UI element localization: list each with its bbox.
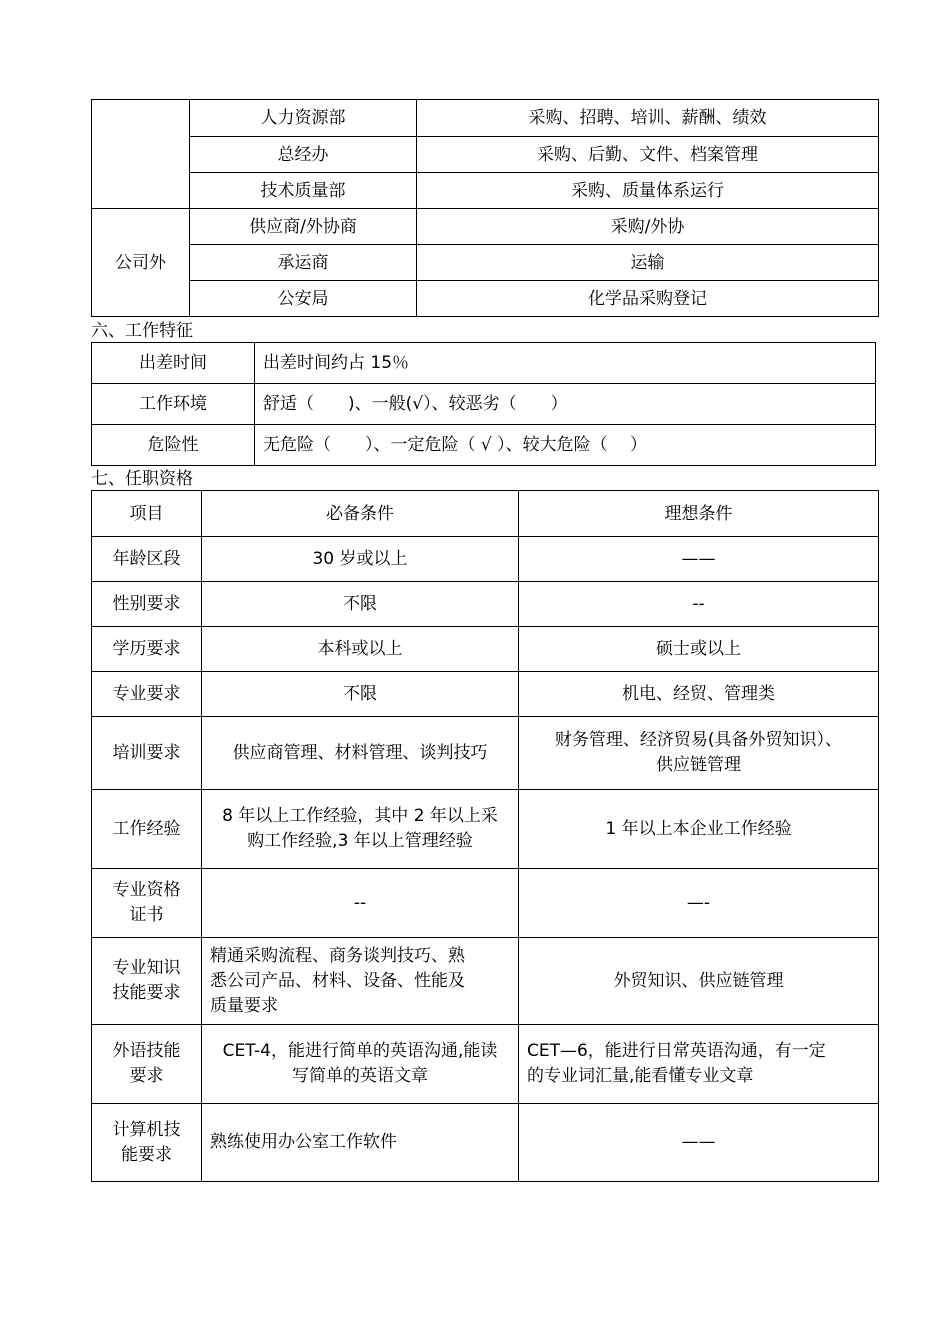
- cell-line: 购工作经验,3 年以上管理经验: [247, 831, 473, 851]
- ideal-cell: [519, 582, 879, 627]
- table-row: [92, 281, 879, 317]
- table-row: [92, 672, 879, 717]
- required-cell: [202, 790, 519, 869]
- cell-line: 培训要求: [112, 742, 181, 763]
- external-group-label: 公司外: [92, 209, 190, 317]
- cell-line: 专业资格: [112, 880, 181, 900]
- required-cell: [202, 1104, 519, 1182]
- item-cell: [92, 1025, 202, 1104]
- cell-line: 专业要求: [112, 683, 181, 704]
- label-cell: 危险性: [92, 425, 255, 466]
- ideal-cell: [519, 537, 879, 582]
- dept-cell: 承运商: [190, 245, 417, 281]
- ideal-cell: [519, 627, 879, 672]
- required-cell: [202, 717, 519, 790]
- table-row: [92, 1104, 879, 1182]
- content-cell: 化学品采购登记: [417, 281, 879, 317]
- required-cell: [202, 627, 519, 672]
- cell-line: ——: [681, 548, 716, 569]
- relations-table: [91, 99, 879, 317]
- table-row: [92, 790, 879, 869]
- item-cell: [92, 938, 202, 1025]
- dept-cell: 总经办: [190, 137, 417, 173]
- cell-line: 的专业词汇量,能看懂专业文章: [527, 1066, 754, 1086]
- cell-line: 机电、经贸、管理类: [622, 683, 775, 704]
- table-row: [92, 582, 879, 627]
- dept-cell: 技术质量部: [190, 173, 417, 209]
- content-cell: 运输: [417, 245, 879, 281]
- column-header: 项目: [92, 491, 202, 537]
- cell-line: 年龄区段: [112, 548, 181, 569]
- cell-line: 财务管理、经济贸易(具备外贸知识）、: [554, 730, 843, 750]
- table-row: [92, 173, 879, 209]
- dept-cell: 公安局: [190, 281, 417, 317]
- cell-line: 本科或以上: [317, 638, 403, 659]
- cell-line: 不限: [343, 593, 377, 614]
- label-cell: 工作环境: [92, 384, 255, 425]
- content-cell: 采购、招聘、培训、薪酬、绩效: [417, 100, 879, 137]
- required-cell: [202, 869, 519, 938]
- section6-heading: 六、工作特征: [91, 321, 193, 341]
- cell-line: 8 年以上工作经验，其中 2 年以上采: [222, 806, 498, 826]
- item-cell: [92, 672, 202, 717]
- required-cell: [202, 1025, 519, 1104]
- label-cell: 出差时间: [92, 343, 255, 384]
- table-row: [92, 343, 876, 384]
- section7-heading: 七、任职资格: [91, 469, 193, 489]
- cell-line: 要求: [129, 1066, 164, 1086]
- ideal-cell: [519, 1025, 879, 1104]
- value-cell: 无危险（ ）、一定危险（ √ ）、较大危险（ ）: [255, 425, 876, 466]
- table-row: [92, 137, 879, 173]
- item-cell: [92, 627, 202, 672]
- cell-line: 学历要求: [112, 638, 181, 659]
- header-row: [92, 491, 879, 537]
- cell-line: 专业知识: [112, 958, 181, 978]
- column-header: 必备条件: [202, 491, 519, 537]
- item-cell: [92, 537, 202, 582]
- qualifications-table: [91, 490, 879, 1182]
- content-cell: 采购、后勤、文件、档案管理: [417, 137, 879, 173]
- cell-line: 精通采购流程、商务谈判技巧、熟: [210, 945, 465, 966]
- content-cell: 采购/外协: [417, 209, 879, 245]
- required-cell: [202, 938, 519, 1025]
- table-row: [92, 717, 879, 790]
- column-header: 理想条件: [519, 491, 879, 537]
- cell-line: 性别要求: [112, 593, 181, 614]
- content-cell: 采购、质量体系运行: [417, 173, 879, 209]
- cell-line: --: [692, 593, 705, 614]
- cell-line: 外语技能: [112, 1041, 181, 1061]
- cell-line: 技能要求: [112, 983, 181, 1003]
- cell-line: 质量要求: [210, 995, 278, 1016]
- cell-line: 能要求: [121, 1144, 172, 1165]
- cell-line: 悉公司产品、材料、设备、性能及: [210, 970, 465, 991]
- item-cell: [92, 869, 202, 938]
- work-characteristics-table: [91, 342, 876, 466]
- ideal-cell: [519, 717, 879, 790]
- internal-group-cell: [92, 100, 190, 209]
- cell-line: 写简单的英语文章: [292, 1066, 428, 1086]
- value-cell: 舒适（ )、一般(√）、较恶劣（ ）: [255, 384, 876, 425]
- cell-line: 工作经验: [112, 818, 181, 839]
- cell-line: 供应链管理: [656, 755, 741, 775]
- cell-line: 30 岁或以上: [312, 548, 408, 569]
- value-cell: 出差时间约占 15％: [255, 343, 876, 384]
- table-row: [92, 100, 879, 137]
- cell-line: CET—6，能进行日常英语沟通，有一定: [527, 1041, 826, 1061]
- table-row: [92, 425, 876, 466]
- item-cell: [92, 582, 202, 627]
- table-row: [92, 869, 879, 938]
- item-cell: [92, 1104, 202, 1182]
- table-row: [92, 384, 876, 425]
- ideal-cell: [519, 869, 879, 938]
- cell-line: CET-4，能进行简单的英语沟通,能读: [222, 1041, 498, 1061]
- item-cell: [92, 717, 202, 790]
- cell-line: 1 年以上本企业工作经验: [605, 818, 792, 839]
- ideal-cell: [519, 790, 879, 869]
- table-row: [92, 1025, 879, 1104]
- ideal-cell: [519, 672, 879, 717]
- cell-line: —-: [686, 892, 711, 913]
- cell-line: 证书: [129, 905, 164, 925]
- ideal-cell: [519, 1104, 879, 1182]
- required-cell: [202, 582, 519, 627]
- table-row: [92, 938, 879, 1025]
- cell-line: --: [353, 892, 367, 913]
- table-row: [92, 537, 879, 582]
- table-row: [92, 627, 879, 672]
- item-cell: [92, 790, 202, 869]
- cell-line: 熟练使用办公室工作软件: [210, 1132, 397, 1152]
- cell-line: 计算机技: [112, 1119, 181, 1140]
- cell-line: 外贸知识、供应链管理: [613, 970, 784, 991]
- dept-cell: 供应商/外协商: [190, 209, 417, 245]
- cell-line: 不限: [343, 683, 377, 704]
- ideal-cell: [519, 938, 879, 1025]
- required-cell: [202, 537, 519, 582]
- cell-line: 供应商管理、材料管理、谈判技巧: [232, 742, 488, 763]
- dept-cell: 人力资源部: [190, 100, 417, 137]
- table-row: [92, 209, 879, 245]
- cell-line: ——: [681, 1132, 716, 1152]
- required-cell: [202, 672, 519, 717]
- table-row: [92, 245, 879, 281]
- cell-line: 硕士或以上: [656, 638, 741, 659]
